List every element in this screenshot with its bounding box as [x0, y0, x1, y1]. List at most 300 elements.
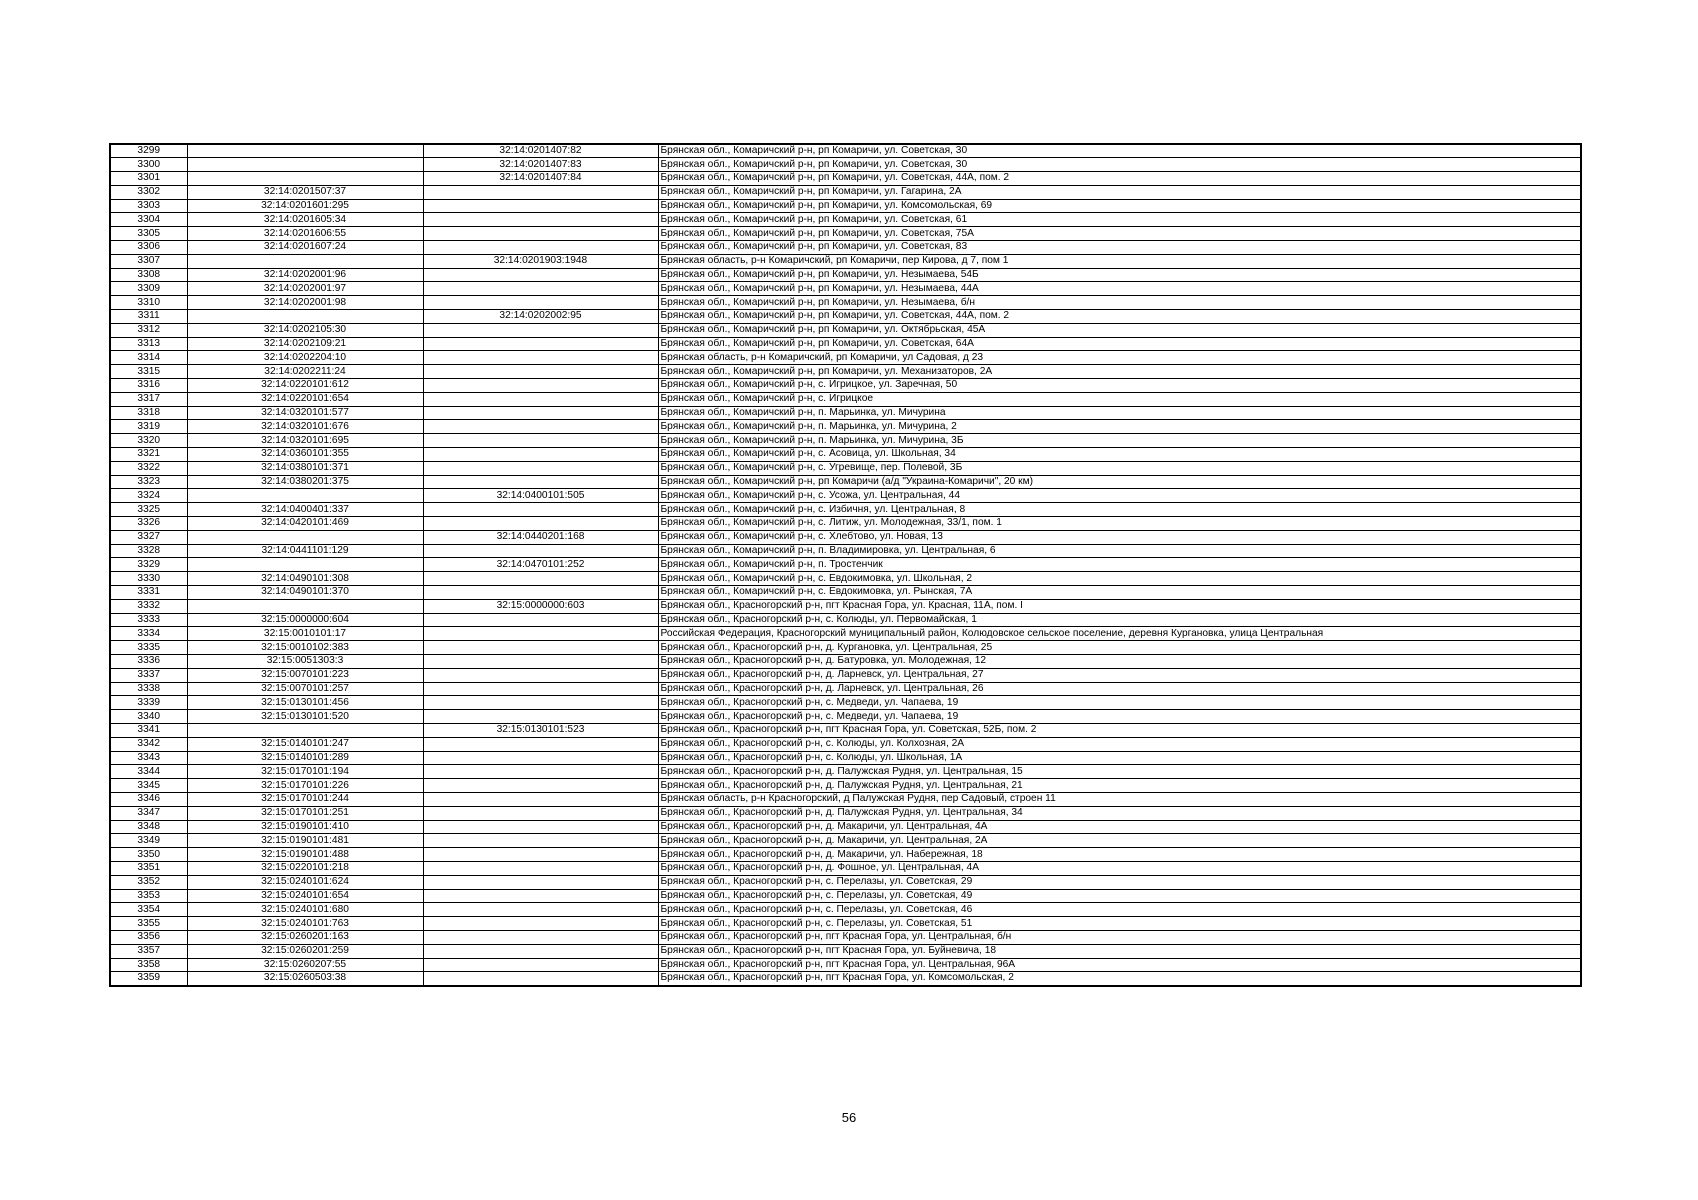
row-number-cell: 3333 [110, 613, 187, 627]
table-row [110, 434, 1581, 448]
cadastral-number-cell [187, 558, 423, 572]
cadastral-number-cell: 32:14:0202211:24 [187, 365, 423, 379]
table-row [110, 544, 1581, 558]
address-cell: Брянская обл., Комаричский р-н, рп Комаричи, ул. Советская, 30 [658, 144, 1581, 158]
address-cell: Брянская обл., Красногорский р-н, д. Палужская Рудня, ул. Центральная, 34 [658, 806, 1581, 820]
cadastral-number-cell: 32:15:0130101:456 [187, 696, 423, 710]
cadastral-number-cell: 32:14:0490101:308 [187, 572, 423, 586]
cadastral-number-cell: 32:14:0202204:10 [187, 351, 423, 365]
address-cell: Брянская область, р-н Красногорский, д Палужская Рудня, пер Садовый, строен 11 [658, 792, 1581, 806]
address-cell: Брянская обл., Комаричский р-н, с. Усожа, ул. Центральная, 44 [658, 489, 1581, 503]
address-cell: Брянская обл., Комаричский р-н, п. Марьинка, ул. Мичурина [658, 406, 1581, 420]
address-cell: Брянская обл., Красногорский р-н, с. Колюды, ул. Школьная, 1А [658, 751, 1581, 765]
address-cell: Брянская обл., Комаричский р-н, с. Угревище, пер. Полевой, 3Б [658, 461, 1581, 475]
address-cell: Брянская обл., Комаричский р-н, рп Комаричи, ул. Незымаева, б/н [658, 296, 1581, 310]
row-number-cell: 3334 [110, 627, 187, 641]
cadastral-number-alt-cell [423, 392, 658, 406]
cadastral-number-alt-cell: 32:14:0202002:95 [423, 310, 658, 324]
cadastral-number-alt-cell [423, 682, 658, 696]
row-number-cell: 3310 [110, 296, 187, 310]
cadastral-number-cell: 32:15:0240101:654 [187, 889, 423, 903]
cadastral-number-alt-cell [423, 434, 658, 448]
address-cell: Брянская обл., Комаричский р-н, п. Марьинка, ул. Мичурина, 2 [658, 420, 1581, 434]
address-cell: Брянская обл., Красногорский р-н, с. Медведи, ул. Чапаева, 19 [658, 696, 1581, 710]
cadastral-number-alt-cell [423, 199, 658, 213]
address-cell: Брянская обл., Красногорский р-н, пгт Красная Гора, ул. Советская, 52Б, пом. 2 [658, 723, 1581, 737]
address-cell: Брянская обл., Красногорский р-н, д. Фошное, ул. Центральная, 4А [658, 861, 1581, 875]
address-cell: Брянская обл., Комаричский р-н, с. Литиж, ул. Молодежная, 33/1, пом. 1 [658, 517, 1581, 531]
cadastral-number-alt-cell: 32:14:0201407:84 [423, 172, 658, 186]
cadastral-number-alt-cell [423, 792, 658, 806]
cadastral-number-cell: 32:14:0380201:375 [187, 475, 423, 489]
row-number-cell: 3353 [110, 889, 187, 903]
address-cell: Брянская обл., Комаричский р-н, рп Комаричи, ул. Гагарина, 2А [658, 185, 1581, 199]
cadastral-number-cell: 32:15:0190101:488 [187, 848, 423, 862]
cadastral-number-cell: 32:14:0420101:469 [187, 517, 423, 531]
address-cell: Брянская обл., Красногорский р-н, д. Ларневск, ул. Центральная, 26 [658, 682, 1581, 696]
cadastral-number-alt-cell [423, 406, 658, 420]
table-row [110, 392, 1581, 406]
cadastral-number-alt-cell: 32:14:0470101:252 [423, 558, 658, 572]
cadastral-number-alt-cell [423, 185, 658, 199]
address-cell: Брянская обл., Комаричский р-н, с. Евдокимовка, ул. Рынская, 7А [658, 586, 1581, 600]
cadastral-number-alt-cell [423, 517, 658, 531]
address-cell: Брянская обл., Комаричский р-н, п. Марьинка, ул. Мичурина, 3Б [658, 434, 1581, 448]
address-cell: Брянская обл., Комаричский р-н, п. Владимировка, ул. Центральная, 6 [658, 544, 1581, 558]
row-number-cell: 3347 [110, 806, 187, 820]
cadastral-number-alt-cell [423, 241, 658, 255]
row-number-cell: 3343 [110, 751, 187, 765]
row-number-cell: 3308 [110, 268, 187, 282]
address-cell: Брянская обл., Комаричский р-н, рп Комаричи, ул. Механизаторов, 2А [658, 365, 1581, 379]
row-number-cell: 3344 [110, 765, 187, 779]
row-number-cell: 3342 [110, 737, 187, 751]
cadastral-number-alt-cell [423, 613, 658, 627]
cadastral-number-alt-cell [423, 365, 658, 379]
row-number-cell: 3325 [110, 503, 187, 517]
row-number-cell: 3348 [110, 820, 187, 834]
cadastral-number-alt-cell [423, 917, 658, 931]
address-cell: Брянская обл., Красногорский р-н, с. Колюды, ул. Первомайская, 1 [658, 613, 1581, 627]
cadastral-number-alt-cell [423, 903, 658, 917]
address-cell: Российская Федерация, Красногорский муниципальный район, Колюдовское сельское поселение, деревня Кургановка, улица Центральная [658, 627, 1581, 641]
cadastral-number-cell: 32:14:0202001:96 [187, 268, 423, 282]
table-row [110, 406, 1581, 420]
row-number-cell: 3315 [110, 365, 187, 379]
table-row [110, 834, 1581, 848]
cadastral-number-cell: 32:14:0201601:295 [187, 199, 423, 213]
table-row [110, 627, 1581, 641]
cadastral-number-alt-cell [423, 751, 658, 765]
table-row [110, 337, 1581, 351]
row-number-cell: 3313 [110, 337, 187, 351]
cadastral-number-cell: 32:14:0320101:577 [187, 406, 423, 420]
cadastral-number-alt-cell [423, 641, 658, 655]
cadastral-number-alt-cell [423, 710, 658, 724]
cadastral-number-cell: 32:15:0140101:247 [187, 737, 423, 751]
cadastral-number-cell: 32:14:0202109:21 [187, 337, 423, 351]
table-row [110, 530, 1581, 544]
address-cell: Брянская обл., Комаричский р-н, рп Комаричи, ул. Советская, 75А [658, 227, 1581, 241]
address-cell: Брянская обл., Красногорский р-н, д. Кургановка, ул. Центральная, 25 [658, 641, 1581, 655]
address-cell: Брянская обл., Красногорский р-н, пгт Красная Гора, ул. Комсомольская, 2 [658, 972, 1581, 986]
address-cell: Брянская обл., Комаричский р-н, п. Тростенчик [658, 558, 1581, 572]
cadastral-number-cell: 32:14:0201606:55 [187, 227, 423, 241]
row-number-cell: 3335 [110, 641, 187, 655]
cadastral-number-alt-cell [423, 779, 658, 793]
cadastral-number-alt-cell [423, 820, 658, 834]
row-number-cell: 3316 [110, 379, 187, 393]
address-cell: Брянская обл., Комаричский р-н, рп Комаричи, ул. Советская, 44А, пом. 2 [658, 310, 1581, 324]
address-cell: Брянская обл., Красногорский р-н, д. Палужская Рудня, ул. Центральная, 15 [658, 765, 1581, 779]
address-cell: Брянская обл., Красногорский р-н, с. Перелазы, ул. Советская, 46 [658, 903, 1581, 917]
cadastral-number-alt-cell: 32:15:0130101:523 [423, 723, 658, 737]
address-cell: Брянская обл., Красногорский р-н, пгт Красная Гора, ул. Центральная, б/н [658, 930, 1581, 944]
cadastral-number-alt-cell [423, 475, 658, 489]
table-row [110, 710, 1581, 724]
row-number-cell: 3302 [110, 185, 187, 199]
row-number-cell: 3357 [110, 944, 187, 958]
cadastral-number-cell [187, 254, 423, 268]
cadastral-number-cell: 32:14:0400401:337 [187, 503, 423, 517]
row-number-cell: 3322 [110, 461, 187, 475]
cadastral-number-cell: 32:14:0202105:30 [187, 323, 423, 337]
cadastral-number-cell: 32:14:0441101:129 [187, 544, 423, 558]
table-row [110, 586, 1581, 600]
table-row [110, 172, 1581, 186]
address-cell: Брянская обл., Комаричский р-н, рп Комаричи, ул. Советская, 61 [658, 213, 1581, 227]
cadastral-number-alt-cell [423, 544, 658, 558]
table-row [110, 599, 1581, 613]
address-cell: Брянская обл., Красногорский р-н, д. Макаричи, ул. Центральная, 2А [658, 834, 1581, 848]
cadastral-number-cell: 32:15:0170101:251 [187, 806, 423, 820]
cadastral-number-cell: 32:14:0202001:98 [187, 296, 423, 310]
row-number-cell: 3304 [110, 213, 187, 227]
table-row [110, 641, 1581, 655]
table-row [110, 558, 1581, 572]
cadastral-number-alt-cell [423, 806, 658, 820]
cadastral-number-cell [187, 310, 423, 324]
table-row [110, 682, 1581, 696]
row-number-cell: 3323 [110, 475, 187, 489]
table-row [110, 503, 1581, 517]
row-number-cell: 3336 [110, 654, 187, 668]
cadastral-number-cell: 32:15:0260201:259 [187, 944, 423, 958]
row-number-cell: 3327 [110, 530, 187, 544]
table-row [110, 723, 1581, 737]
cadastral-number-cell: 32:15:0170101:194 [187, 765, 423, 779]
row-number-cell: 3328 [110, 544, 187, 558]
row-number-cell: 3339 [110, 696, 187, 710]
cadastral-number-alt-cell [423, 351, 658, 365]
cadastral-number-alt-cell: 32:14:0201407:83 [423, 158, 658, 172]
address-cell: Брянская обл., Комаричский р-н, с. Игрицкое, ул. Заречная, 50 [658, 379, 1581, 393]
cadastral-number-alt-cell [423, 572, 658, 586]
row-number-cell: 3307 [110, 254, 187, 268]
address-cell: Брянская обл., Красногорский р-н, д. Макаричи, ул. Набережная, 18 [658, 848, 1581, 862]
table-row [110, 517, 1581, 531]
cadastral-number-alt-cell [423, 834, 658, 848]
row-number-cell: 3332 [110, 599, 187, 613]
cadastral-number-cell: 32:14:0320101:676 [187, 420, 423, 434]
cadastral-number-alt-cell: 32:14:0201407:82 [423, 144, 658, 158]
cadastral-number-alt-cell [423, 696, 658, 710]
address-cell: Брянская обл., Комаричский р-н, рп Комаричи, ул. Незымаева, 44А [658, 282, 1581, 296]
table-row [110, 889, 1581, 903]
cadastral-number-cell: 32:15:0010102:383 [187, 641, 423, 655]
cadastral-number-alt-cell [423, 282, 658, 296]
cadastral-number-cell: 32:15:0260503:38 [187, 972, 423, 986]
address-cell: Брянская обл., Красногорский р-н, с. Колюды, ул. Колхозная, 2А [658, 737, 1581, 751]
table-row [110, 820, 1581, 834]
cadastral-number-alt-cell [423, 213, 658, 227]
table-row [110, 765, 1581, 779]
table-row [110, 861, 1581, 875]
address-cell: Брянская обл., Красногорский р-н, с. Перелазы, ул. Советская, 29 [658, 875, 1581, 889]
cadastral-number-cell [187, 158, 423, 172]
cadastral-number-cell: 32:15:0260207:55 [187, 958, 423, 972]
table-row [110, 572, 1581, 586]
row-number-cell: 3358 [110, 958, 187, 972]
cadastral-number-alt-cell [423, 268, 658, 282]
row-number-cell: 3338 [110, 682, 187, 696]
table-row [110, 654, 1581, 668]
table-row [110, 185, 1581, 199]
row-number-cell: 3318 [110, 406, 187, 420]
table-row [110, 930, 1581, 944]
row-number-cell: 3356 [110, 930, 187, 944]
cadastral-number-cell: 32:14:0380101:371 [187, 461, 423, 475]
address-cell: Брянская обл., Красногорский р-н, д. Макаричи, ул. Центральная, 4А [658, 820, 1581, 834]
address-cell: Брянская обл., Комаричский р-н, с. Евдокимовка, ул. Школьная, 2 [658, 572, 1581, 586]
address-cell: Брянская обл., Комаричский р-н, рп Комаричи, ул. Октябрьская, 45А [658, 323, 1581, 337]
row-number-cell: 3303 [110, 199, 187, 213]
cadastral-number-alt-cell: 32:14:0201903:1948 [423, 254, 658, 268]
table-row [110, 903, 1581, 917]
cadastral-number-cell: 32:14:0360101:355 [187, 448, 423, 462]
address-cell: Брянская обл., Красногорский р-н, д. Ларневск, ул. Центральная, 27 [658, 668, 1581, 682]
cadastral-number-cell: 32:15:0220101:218 [187, 861, 423, 875]
address-cell: Брянская обл., Красногорский р-н, пгт Красная Гора, ул. Буйневича, 18 [658, 944, 1581, 958]
table-row [110, 268, 1581, 282]
row-number-cell: 3346 [110, 792, 187, 806]
address-cell: Брянская обл., Красногорский р-н, с. Перелазы, ул. Советская, 49 [658, 889, 1581, 903]
cadastral-number-cell: 32:14:0220101:654 [187, 392, 423, 406]
cadastral-number-cell [187, 599, 423, 613]
registry-table [109, 143, 1582, 987]
cadastral-number-cell: 32:14:0202001:97 [187, 282, 423, 296]
cadastral-number-cell [187, 489, 423, 503]
address-cell: Брянская обл., Комаричский р-н, рп Комаричи (а/д "Украина-Комаричи", 20 км) [658, 475, 1581, 489]
table-row [110, 972, 1581, 986]
cadastral-number-alt-cell [423, 296, 658, 310]
cadastral-number-cell: 32:15:0240101:680 [187, 903, 423, 917]
cadastral-number-alt-cell [423, 323, 658, 337]
row-number-cell: 3300 [110, 158, 187, 172]
row-number-cell: 3350 [110, 848, 187, 862]
cadastral-number-alt-cell [423, 875, 658, 889]
table-row [110, 696, 1581, 710]
cadastral-number-alt-cell [423, 944, 658, 958]
address-cell: Брянская обл., Комаричский р-н, с. Асовица, ул. Школьная, 34 [658, 448, 1581, 462]
cadastral-number-alt-cell [423, 958, 658, 972]
cadastral-number-alt-cell [423, 861, 658, 875]
row-number-cell: 3314 [110, 351, 187, 365]
cadastral-number-cell: 32:14:0220101:612 [187, 379, 423, 393]
table-row [110, 144, 1581, 158]
cadastral-number-cell [187, 530, 423, 544]
table-row [110, 199, 1581, 213]
table-row [110, 323, 1581, 337]
row-number-cell: 3352 [110, 875, 187, 889]
row-number-cell: 3306 [110, 241, 187, 255]
row-number-cell: 3349 [110, 834, 187, 848]
row-number-cell: 3301 [110, 172, 187, 186]
row-number-cell: 3337 [110, 668, 187, 682]
table-row [110, 779, 1581, 793]
cadastral-number-alt-cell [423, 586, 658, 600]
address-cell: Брянская обл., Комаричский р-н, рп Комаричи, ул. Комсомольская, 69 [658, 199, 1581, 213]
cadastral-number-cell: 32:14:0201605:34 [187, 213, 423, 227]
cadastral-number-cell [187, 723, 423, 737]
row-number-cell: 3320 [110, 434, 187, 448]
address-cell: Брянская обл., Комаричский р-н, с. Хлебтово, ул. Новая, 13 [658, 530, 1581, 544]
row-number-cell: 3299 [110, 144, 187, 158]
cadastral-number-alt-cell [423, 503, 658, 517]
table-row [110, 254, 1581, 268]
cadastral-number-cell: 32:15:0170101:226 [187, 779, 423, 793]
table-row [110, 806, 1581, 820]
cadastral-number-cell: 32:15:0190101:410 [187, 820, 423, 834]
row-number-cell: 3359 [110, 972, 187, 986]
cadastral-number-alt-cell [423, 930, 658, 944]
table-row [110, 158, 1581, 172]
row-number-cell: 3311 [110, 310, 187, 324]
cadastral-number-cell: 32:15:0140101:289 [187, 751, 423, 765]
cadastral-number-cell: 32:14:0320101:695 [187, 434, 423, 448]
address-cell: Брянская обл., Комаричский р-н, рп Комаричи, ул. Советская, 30 [658, 158, 1581, 172]
table-row [110, 737, 1581, 751]
registry-table-body [110, 144, 1581, 986]
page-number: 56 [841, 1110, 857, 1125]
table-row [110, 461, 1581, 475]
cadastral-number-cell: 32:15:0190101:481 [187, 834, 423, 848]
table-row [110, 613, 1581, 627]
address-cell: Брянская обл., Красногорский р-н, д. Палужская Рудня, ул. Центральная, 21 [658, 779, 1581, 793]
address-cell: Брянская обл., Комаричский р-н, рп Комаричи, ул. Советская, 83 [658, 241, 1581, 255]
cadastral-number-cell: 32:15:0070101:257 [187, 682, 423, 696]
cadastral-number-cell: 32:15:0240101:763 [187, 917, 423, 931]
table-row [110, 296, 1581, 310]
cadastral-number-alt-cell [423, 448, 658, 462]
cadastral-number-alt-cell [423, 420, 658, 434]
cadastral-number-alt-cell [423, 889, 658, 903]
table-row [110, 489, 1581, 503]
row-number-cell: 3351 [110, 861, 187, 875]
cadastral-number-alt-cell: 32:14:0440201:168 [423, 530, 658, 544]
table-row [110, 365, 1581, 379]
address-cell: Брянская обл., Комаричский р-н, с. Избичня, ул. Центральная, 8 [658, 503, 1581, 517]
cadastral-number-alt-cell [423, 627, 658, 641]
row-number-cell: 3330 [110, 572, 187, 586]
table-row [110, 227, 1581, 241]
cadastral-number-cell: 32:14:0201507:37 [187, 185, 423, 199]
cadastral-number-alt-cell: 32:14:0400101:505 [423, 489, 658, 503]
cadastral-number-alt-cell [423, 461, 658, 475]
table-row [110, 944, 1581, 958]
address-cell: Брянская обл., Красногорский р-н, пгт Красная Гора, ул. Красная, 11А, пом. I [658, 599, 1581, 613]
row-number-cell: 3321 [110, 448, 187, 462]
address-cell: Брянская обл., Комаричский р-н, рп Комаричи, ул. Советская, 44А, пом. 2 [658, 172, 1581, 186]
cadastral-number-alt-cell [423, 765, 658, 779]
row-number-cell: 3345 [110, 779, 187, 793]
cadastral-number-alt-cell [423, 379, 658, 393]
table-row [110, 848, 1581, 862]
row-number-cell: 3329 [110, 558, 187, 572]
table-row [110, 379, 1581, 393]
row-number-cell: 3354 [110, 903, 187, 917]
table-row [110, 241, 1581, 255]
cadastral-number-alt-cell [423, 737, 658, 751]
cadastral-number-alt-cell: 32:15:0000000:603 [423, 599, 658, 613]
address-cell: Брянская обл., Красногорский р-н, с. Перелазы, ул. Советская, 51 [658, 917, 1581, 931]
row-number-cell: 3312 [110, 323, 187, 337]
row-number-cell: 3341 [110, 723, 187, 737]
address-cell: Брянская обл., Комаричский р-н, рп Комаричи, ул. Советская, 64А [658, 337, 1581, 351]
cadastral-number-alt-cell [423, 227, 658, 241]
row-number-cell: 3324 [110, 489, 187, 503]
row-number-cell: 3355 [110, 917, 187, 931]
cadastral-number-cell: 32:15:0051303:3 [187, 654, 423, 668]
table-row [110, 282, 1581, 296]
table-row [110, 668, 1581, 682]
cadastral-number-alt-cell [423, 654, 658, 668]
row-number-cell: 3319 [110, 420, 187, 434]
row-number-cell: 3309 [110, 282, 187, 296]
cadastral-number-cell: 32:15:0260201:163 [187, 930, 423, 944]
table-row [110, 958, 1581, 972]
cadastral-number-cell: 32:14:0201607:24 [187, 241, 423, 255]
table-row [110, 475, 1581, 489]
cadastral-number-cell: 32:15:0000000:604 [187, 613, 423, 627]
address-cell: Брянская область, р-н Комаричский, рп Комаричи, пер Кирова, д 7, пом 1 [658, 254, 1581, 268]
cadastral-number-alt-cell [423, 848, 658, 862]
table-row [110, 310, 1581, 324]
cadastral-number-alt-cell [423, 668, 658, 682]
row-number-cell: 3326 [110, 517, 187, 531]
address-cell: Брянская обл., Красногорский р-н, пгт Красная Гора, ул. Центральная, 96А [658, 958, 1581, 972]
table-row [110, 420, 1581, 434]
cadastral-number-alt-cell [423, 337, 658, 351]
table-row [110, 792, 1581, 806]
table-row [110, 448, 1581, 462]
address-cell: Брянская обл., Красногорский р-н, с. Медведи, ул. Чапаева, 19 [658, 710, 1581, 724]
address-cell: Брянская обл., Красногорский р-н, д. Батуровка, ул. Молодежная, 12 [658, 654, 1581, 668]
table-row [110, 751, 1581, 765]
table-row [110, 917, 1581, 931]
cadastral-number-cell [187, 144, 423, 158]
table-row [110, 875, 1581, 889]
cadastral-number-cell: 32:15:0010101:17 [187, 627, 423, 641]
table-row [110, 351, 1581, 365]
row-number-cell: 3305 [110, 227, 187, 241]
address-cell: Брянская обл., Комаричский р-н, рп Комаричи, ул. Незымаева, 54Б [658, 268, 1581, 282]
address-cell: Брянская область, р-н Комаричский, рп Комаричи, ул Садовая, д 23 [658, 351, 1581, 365]
cadastral-number-cell: 32:14:0490101:370 [187, 586, 423, 600]
cadastral-number-cell: 32:15:0170101:244 [187, 792, 423, 806]
cadastral-number-cell: 32:15:0240101:624 [187, 875, 423, 889]
cadastral-number-alt-cell [423, 972, 658, 986]
